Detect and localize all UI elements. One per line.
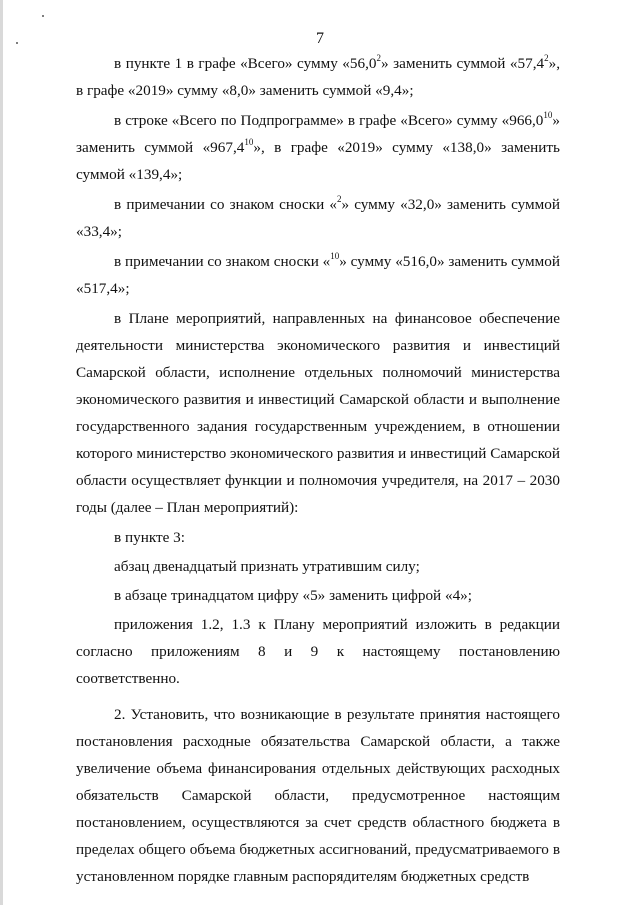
paragraph-footnote-2: в примечании со знаком сноски «$^2$» сумму «32,0» заменить суммой «33,4»; [76, 193, 560, 240]
scan-speck [42, 15, 44, 17]
page-edge [0, 0, 3, 905]
paragraph-point-3: в пункте 3: [114, 529, 185, 546]
paragraph-appendices: приложения 1.2, 1.3 к Плану мероприятий изложить в редакции согласно приложениям 8 и 9 к настоящему постановлению соответственно. [76, 616, 560, 687]
paragraph-total-subprogram: в строке «Всего по Подпрограмме» в графе «Всего» сумму «966,0$^{10}$» заменить суммой «967,4$^{10}$», в графе «2019» сумму «138,0» заменить суммой «139,4»; [76, 109, 560, 183]
paragraph-clause-2: 2. Установить, что возникающие в результате принятия настоящего постановления расходные обязательства Самарской области, а также увеличение объема финансирования отдельных действующих расходных обязательств Самарской области, предусмотренное настоящим постановлением, осуществляются за счет средств областного бюджета в пределах общего объема бюджетных ассигнований, предусматриваемого в установленном порядке главным распорядителям бюджетных средств [76, 706, 560, 885]
page-number: 7 [316, 30, 324, 47]
document-body [76, 50, 560, 890]
paragraph-item-1: в пункте 1 в графе «Всего» сумму «56,0$^2$» заменить суммой «57,4$^2$», в графе «2019» сумму «8,0» заменить суммой «9,4»; [76, 52, 560, 99]
paragraph-abzac-12: абзац двенадцатый признать утратившим силу; [114, 558, 420, 575]
paragraph-abzac-13: в абзаце тринадцатом цифру «5» заменить цифрой «4»; [114, 587, 472, 604]
paragraph-footnote-10: в примечании со знаком сноски «$^{10}$» сумму «516,0» заменить суммой «517,4»; [76, 250, 560, 297]
paragraph-plan-of-measures: в Плане мероприятий, направленных на финансовое обеспечение деятельности министерства экономического развития и инвестиций Самарской области, исполнение отдельных полномочий министерства экономического развития и инвестиций Самарской области и выполнение государственного задания государственным учреждением, в отношении которого министерство экономического развития и инвестиций Самарской области осуществляет функции и полномочия учредителя, на 2017 – 2030 годы (далее – План мероприятий): [76, 310, 560, 516]
